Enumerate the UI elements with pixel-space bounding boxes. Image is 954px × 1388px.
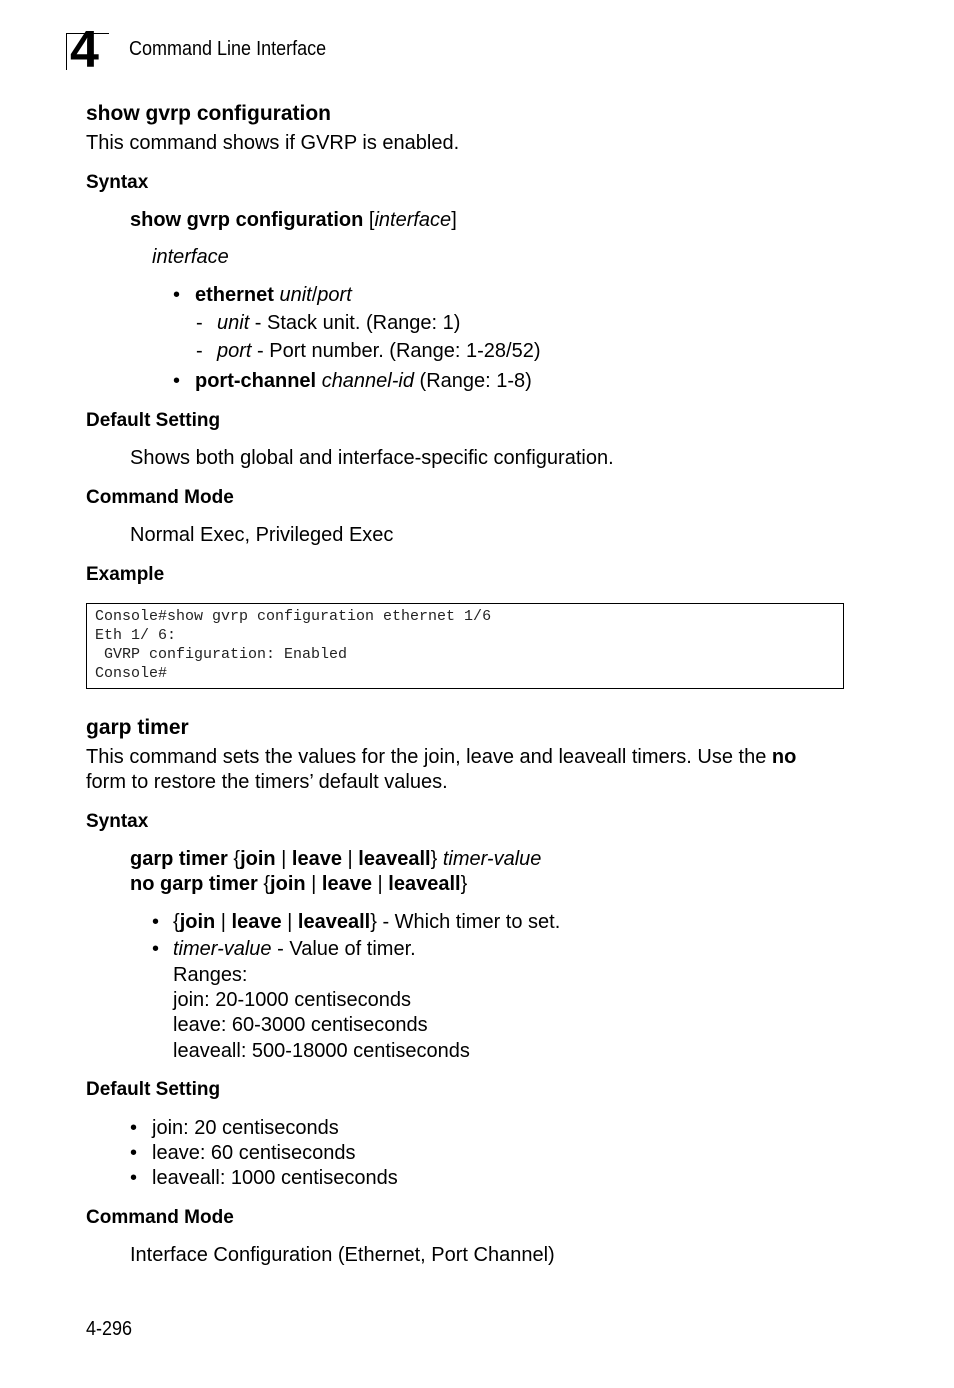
timer-option bbox=[173, 911, 560, 934]
port-param: port bbox=[317, 284, 352, 306]
syntax-line bbox=[130, 209, 457, 232]
brace: { bbox=[173, 911, 180, 933]
leave-keyword: leave bbox=[321, 873, 372, 895]
port-channel-keyword: port-channel bbox=[195, 370, 317, 392]
default-setting-heading: Default Setting bbox=[86, 1079, 221, 1100]
range-leave: leave: 60-3000 centiseconds bbox=[173, 1014, 428, 1036]
slash: / bbox=[311, 284, 318, 306]
port-name: port bbox=[217, 340, 252, 362]
syntax-bracket: [ bbox=[363, 209, 375, 231]
syntax-line-2 bbox=[130, 873, 467, 896]
port-description bbox=[217, 340, 541, 363]
section-heading-show-gvrp: show gvrp configuration bbox=[86, 102, 331, 125]
default-setting-heading: Default Setting bbox=[86, 410, 221, 431]
leaveall-keyword: leaveall bbox=[358, 848, 431, 870]
unit-text: - Stack unit. (Range: 1) bbox=[249, 312, 461, 334]
separator: | bbox=[305, 873, 322, 895]
channel-id-param: channel-id bbox=[321, 370, 414, 392]
brace: } bbox=[430, 848, 443, 870]
code-line: Console#show gvrp configuration ethernet 1/6 bbox=[95, 608, 492, 625]
command-mode-text: Interface Configuration (Ethernet, Port Channel) bbox=[130, 1244, 555, 1266]
code-line: Eth 1/ 6: bbox=[95, 627, 177, 644]
ethernet-option bbox=[195, 284, 352, 307]
default-leave: leave: 60 centiseconds bbox=[152, 1142, 356, 1164]
unit-param: unit bbox=[279, 284, 312, 306]
port-text: - Port number. (Range: 1-28/52) bbox=[251, 340, 541, 362]
dash: - bbox=[196, 312, 203, 334]
separator: | bbox=[341, 848, 359, 870]
bullet: • bbox=[173, 284, 181, 306]
dash: - bbox=[196, 340, 203, 362]
bullet: • bbox=[130, 1142, 138, 1164]
bullet: • bbox=[173, 370, 181, 392]
brace: } bbox=[370, 911, 377, 933]
bullet: • bbox=[152, 911, 160, 933]
code-line: GVRP configuration: Enabled bbox=[95, 646, 348, 663]
separator: | bbox=[275, 848, 292, 870]
syntax-command: show gvrp configuration bbox=[130, 209, 364, 231]
running-title: Command Line Interface bbox=[129, 38, 327, 60]
option-description: - Which timer to set. bbox=[376, 911, 561, 933]
bullet: • bbox=[130, 1117, 138, 1139]
bullet: • bbox=[152, 938, 160, 960]
unit-name: unit bbox=[217, 312, 250, 334]
brace: { bbox=[257, 873, 271, 895]
leaveall-keyword: leaveall bbox=[388, 873, 461, 895]
syntax-heading: Syntax bbox=[86, 172, 149, 193]
range-join: join: 20-1000 centiseconds bbox=[173, 989, 411, 1011]
option-description: - Value of timer. bbox=[271, 938, 416, 960]
separator: | bbox=[371, 873, 389, 895]
unit-description bbox=[217, 312, 460, 335]
section-description: This command shows if GVRP is enabled. bbox=[86, 132, 460, 154]
leave-keyword: leave bbox=[291, 848, 342, 870]
ranges-label: Ranges: bbox=[173, 964, 248, 986]
bullet: • bbox=[130, 1167, 138, 1189]
param-name: interface bbox=[152, 246, 229, 268]
default-leaveall: leaveall: 1000 centiseconds bbox=[152, 1167, 398, 1189]
command-mode-text: Normal Exec, Privileged Exec bbox=[130, 524, 394, 546]
example-code-block bbox=[86, 603, 844, 689]
syntax-line-1 bbox=[130, 848, 541, 871]
leave-keyword: leave bbox=[231, 911, 282, 933]
syntax-command: garp timer bbox=[130, 848, 228, 870]
join-keyword: join bbox=[270, 873, 306, 895]
range-leaveall: leaveall: 500-18000 centiseconds bbox=[173, 1040, 470, 1062]
join-keyword: join bbox=[240, 848, 276, 870]
command-mode-heading: Command Mode bbox=[86, 1207, 234, 1228]
no-keyword: no bbox=[771, 746, 797, 768]
default-setting-text: Shows both global and interface-specific configuration. bbox=[130, 447, 614, 469]
default-join: join: 20 centiseconds bbox=[152, 1117, 339, 1139]
join-keyword: join bbox=[179, 911, 216, 933]
syntax-heading: Syntax bbox=[86, 811, 149, 832]
description-text: This command sets the values for the join, leave and leaveall timers. Use the bbox=[86, 746, 772, 768]
timer-value-option bbox=[173, 938, 416, 961]
separator: | bbox=[281, 911, 298, 933]
section-description-line1 bbox=[86, 746, 796, 769]
brace: } bbox=[460, 873, 468, 895]
ethernet-keyword: ethernet bbox=[195, 284, 274, 306]
timer-value-name: timer-value bbox=[173, 938, 272, 960]
syntax-param: interface bbox=[374, 209, 452, 231]
syntax-bracket: ] bbox=[451, 209, 457, 231]
page-number: 4-296 bbox=[86, 1318, 133, 1340]
code-line: Console# bbox=[95, 665, 168, 682]
brace: { bbox=[227, 848, 241, 870]
port-channel-option bbox=[195, 370, 532, 393]
timer-value-param: timer-value bbox=[442, 848, 542, 870]
chapter-number: 4 bbox=[70, 21, 99, 79]
section-description-line2: form to restore the timers’ default values. bbox=[86, 771, 448, 793]
channel-range: (Range: 1-8) bbox=[413, 370, 532, 392]
separator: | bbox=[215, 911, 232, 933]
leaveall-keyword: leaveall bbox=[297, 911, 371, 933]
example-heading: Example bbox=[86, 564, 165, 585]
section-heading-garp-timer: garp timer bbox=[86, 716, 189, 739]
syntax-command: no garp timer bbox=[130, 873, 258, 895]
command-mode-heading: Command Mode bbox=[86, 487, 234, 508]
